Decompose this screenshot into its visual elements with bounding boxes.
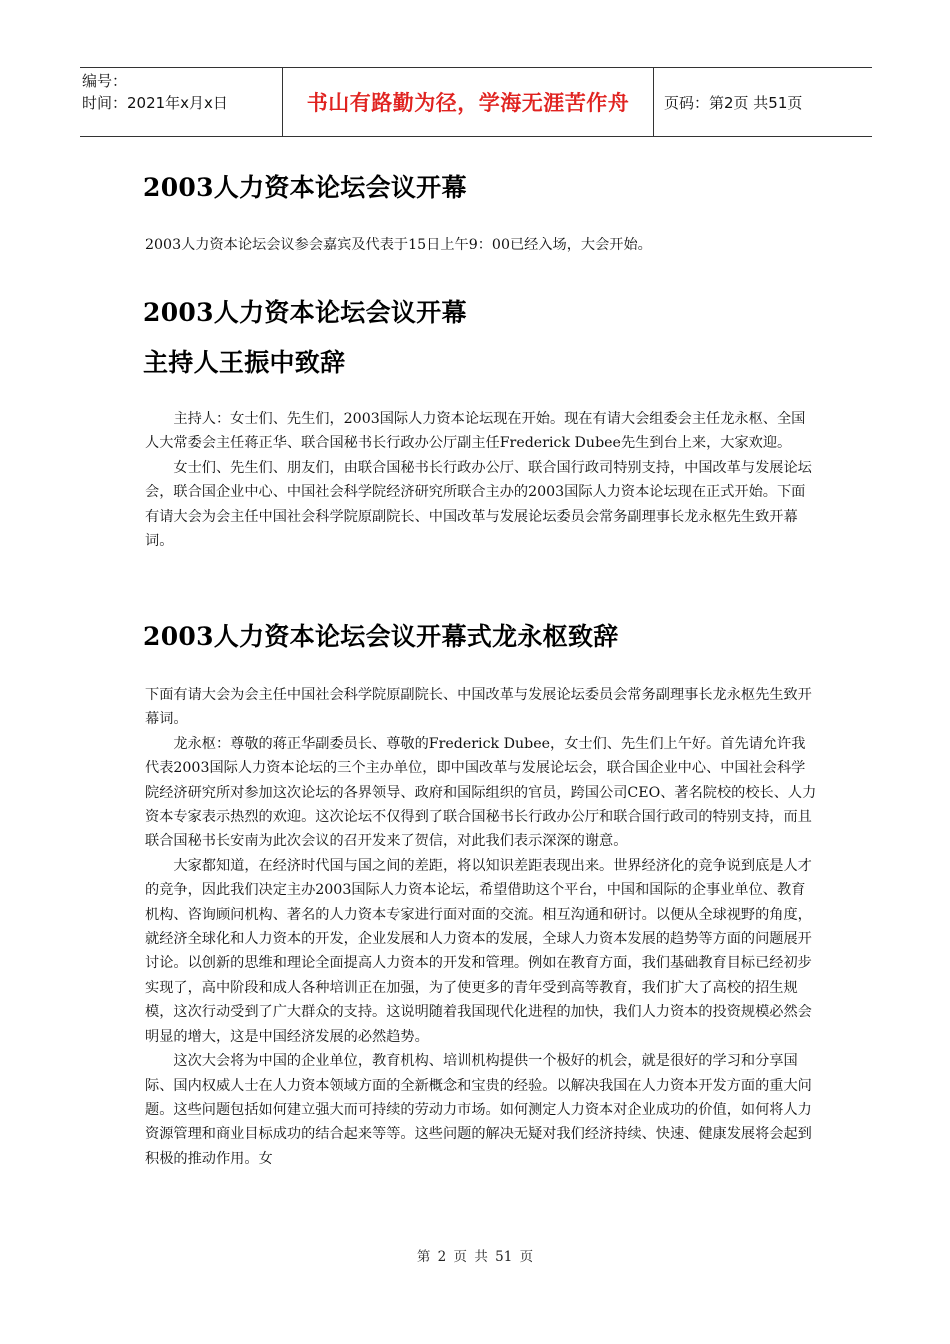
paragraph: 女士们、先生们、朋友们，由联合国秘书长行政办公厅、联合国行政司特别支持，中国改革与发展论坛会，联合国企业中心、中国社会科学院经济研究所联合主办的2003国际人力资本论坛现在正式开始。下面有请大会为会主任中国社会科学院原副院长、中国改革与发展论坛委员会常务副理事长龙永枢先生致开幕词。 (145, 459, 812, 550)
section-subtitle-host-speech: 主持人王振中致辞 (143, 348, 346, 377)
section-opening-body (145, 233, 817, 257)
page-header (80, 67, 872, 137)
paragraph: 龙永枢：尊敬的蒋正华副委员长、尊敬的Frederick Dubee，女士们、先生们上午好。首先请允许我代表2003国际人力资本论坛的三个主办单位，即中国改革与发展论坛会，联合国企业中心、中国社会科学院经济研究所对参加这次论坛的各界领导、政府和国际组织的官员，跨国公司CEO、著名院校的校长、人力资本专家表示热烈的欢迎。这次论坛不仅得到了联合国秘书长行政办公厅和联合国行政司的特别支持，而且联合国秘书长安南为此次会议的召开发来了贺信，对此我们表示深深的谢意。 (145, 735, 817, 850)
section-title-long-speech: 2003人力资本论坛会议开幕式龙永枢致辞 (143, 622, 619, 651)
paragraph: 2003人力资本论坛会议参会嘉宾及代表于15日上午9：00已经入场，大会开始。 (145, 237, 652, 253)
paragraph: 这次大会将为中国的企业单位，教育机构、培训机构提供一个极好的机会，就是很好的学习和分享国际、国内权威人士在人力资本领域方面的全新概念和宝贵的经验。以解决我国在人力资本开发方面的重大问题。这些问题包括如何建立强大而可持续的劳动力市场。如何测定人力资本对企业成功的价值，如何将人力资源管理和商业目标成功的结合起来等等。这些问题的解决无疑对我们经济持续、快速、健康发展将会起到积极的推动作用。女 (145, 1053, 812, 1167)
section-title-opening: 2003人力资本论坛会议开幕 (143, 173, 467, 202)
document-code: 编号： (82, 72, 128, 90)
header-motto: 书山有路勤为径，学海无涯苦作舟 (282, 68, 654, 136)
paragraph: 下面有请大会为会主任中国社会科学院原副院长、中国改革与发展论坛委员会常务副理事长龙永枢先生致开幕词。 (145, 687, 812, 728)
document-time: 时间：2021年x月x日 (82, 94, 228, 112)
section-host-body (145, 407, 817, 553)
header-meta (80, 68, 282, 136)
paragraph: 大家都知道，在经济时代国与国之间的差距，将以知识差距表现出来。世界经济化的竞争说到底是人才的竞争，因此我们决定主办2003国际人力资本论坛，希望借助这个平台，中国和国际的企事业单位、教育机构、咨询顾问机构、著名的人力资本专家进行面对面的交流。相互沟通和研讨。以便从全球视野的角度，就经济全球化和人力资本的开发，企业发展和人力资本的发展，全球人力资本发展的趋势等方面的问题展开讨论。以创新的思维和理论全面提高人力资本的开发和管理。例如在教育方面，我们基础教育目标已经初步实现了，高中阶段和成人各种培训正在加强，为了使更多的青年受到高等教育，我们扩大了高校的招生规模，这次行动受到了广大群众的支持。这说明随着我国现代化进程的加快，我们人力资本的投资规模必然会明显的增大，这是中国经济发展的必然趋势。 (145, 857, 812, 1045)
section-long-speech-body (145, 683, 817, 1171)
page-footer: 第 2 页 共 51 页 (416, 1249, 534, 1265)
section-title-opening-2: 2003人力资本论坛会议开幕 (143, 298, 467, 327)
header-page-info: 页码：第2页 共51页 (664, 93, 803, 112)
paragraph: 主持人：女士们、先生们，2003国际人力资本论坛现在开始。现在有请大会组委会主任龙永枢、全国人大常委会主任蒋正华、联合国秘书长行政办公厅副主任Frederick Dubee先生到台上来，大家欢迎。 (145, 411, 806, 452)
